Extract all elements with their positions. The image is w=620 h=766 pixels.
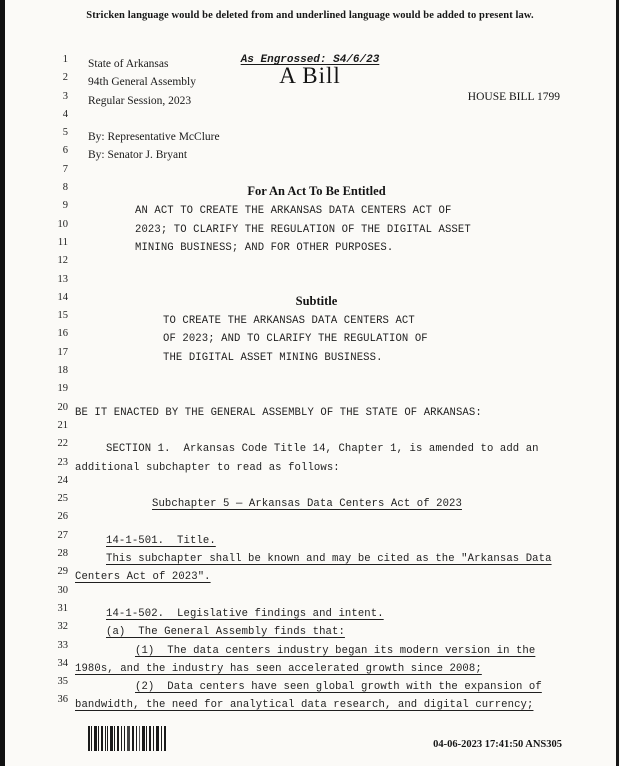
doc-line — [0, 274, 616, 292]
line-number: 25 — [57, 493, 68, 505]
doc-line — [0, 164, 616, 182]
line-number: 7 — [62, 163, 68, 175]
line-text: This subchapter shall be known and may be cited as the "Arkansas Data — [106, 553, 552, 566]
line-text: By: Representative McClure — [88, 131, 220, 144]
line-number: 10 — [57, 218, 68, 230]
doc-line — [0, 694, 616, 712]
doc-line — [0, 420, 616, 438]
line-number: 4 — [62, 108, 68, 120]
doc-line — [0, 145, 616, 163]
doc-line — [0, 566, 616, 584]
doc-line — [0, 310, 616, 328]
line-number: 1 — [62, 54, 68, 65]
doc-line — [0, 292, 616, 310]
line-text: 14-1-502. Legislative findings and intent. — [106, 607, 384, 620]
line-number: 17 — [57, 346, 68, 358]
line-text: For An Act To Be Entitled — [247, 184, 386, 199]
line-number: 34 — [57, 657, 68, 669]
line-number: 21 — [57, 419, 68, 431]
line-text: (2) Data centers have seen global growth with the expansion of — [135, 681, 542, 694]
amendment-notice-banner: Stricken language would be deleted from and underlined language would be added to present law. — [86, 10, 534, 21]
line-number: 14 — [57, 291, 68, 303]
line-number: 30 — [57, 584, 68, 596]
line-text: TO CREATE THE ARKANSAS DATA CENTERS ACT — [163, 315, 415, 328]
line-number: 23 — [57, 456, 68, 468]
line-number: 2 — [62, 72, 68, 84]
line-text: SECTION 1. Arkansas Code Title 14, Chapter 1, is amended to add an — [106, 443, 539, 456]
doc-line — [0, 109, 616, 127]
doc-line — [0, 328, 616, 346]
doc-line — [0, 347, 616, 365]
line-number: 3 — [62, 90, 68, 102]
line-number: 33 — [57, 639, 68, 651]
doc-line — [0, 475, 616, 493]
line-text: (a) The General Assembly finds that: — [106, 626, 345, 639]
line-number: 28 — [57, 548, 68, 560]
line-number: 26 — [57, 511, 68, 523]
line-text: bandwidth, the need for analytical data research, and digital currency; — [75, 699, 534, 712]
line-number: 6 — [62, 145, 68, 157]
doc-line — [0, 182, 616, 200]
line-text: By: Senator J. Bryant — [88, 149, 188, 162]
doc-line — [0, 237, 616, 255]
line-text: Centers Act of 2023". — [75, 571, 211, 584]
doc-line — [0, 127, 616, 145]
line-text: 94th General Assembly — [88, 76, 196, 89]
line-number: 12 — [57, 255, 68, 267]
doc-line — [0, 511, 616, 529]
line-text: (1) The data centers industry began its modern version in the — [135, 644, 536, 657]
line-number: 15 — [57, 310, 68, 322]
doc-line — [0, 219, 616, 237]
line-number: 8 — [62, 182, 68, 194]
line-text: AN ACT TO CREATE THE ARKANSAS DATA CENTERS ACT OF — [135, 205, 452, 218]
doc-line — [0, 365, 616, 383]
doc-line — [0, 621, 616, 639]
line-text: Regular Session, 2023 — [88, 94, 192, 107]
line-text: MINING BUSINESS; AND FOR OTHER PURPOSES. — [135, 241, 394, 254]
line-text: BE IT ENACTED BY THE GENERAL ASSEMBLY OF THE STATE OF ARKANSAS: — [75, 406, 482, 419]
line-number: 36 — [57, 694, 68, 706]
line-text: additional subchapter to read as follows: — [75, 461, 340, 474]
line-number: 16 — [57, 328, 68, 340]
doc-line — [0, 438, 616, 456]
line-number: 24 — [57, 474, 68, 486]
doc-line — [0, 548, 616, 566]
barcode — [88, 726, 166, 751]
doc-line — [0, 493, 616, 511]
doc-line — [0, 658, 616, 676]
doc-line — [0, 640, 616, 658]
doc-line — [0, 72, 616, 90]
bill-title: A Bill — [279, 63, 341, 88]
timestamp: 04-06-2023 17:41:50 ANS305 — [433, 739, 562, 750]
line-text: Subchapter 5 — Arkansas Data Centers Act of 2023 — [152, 498, 462, 511]
line-number: 27 — [57, 529, 68, 541]
line-number: 18 — [57, 365, 68, 377]
line-number: 22 — [57, 438, 68, 450]
doc-line — [0, 402, 616, 420]
line-number: 13 — [57, 273, 68, 285]
doc-line — [0, 530, 616, 548]
doc-line — [0, 255, 616, 273]
bill-text — [0, 54, 616, 713]
line-text: 2023; TO CLARIFY THE REGULATION OF THE DIGITAL ASSET — [135, 223, 471, 236]
line-text: OF 2023; AND TO CLARIFY THE REGULATION OF — [163, 333, 428, 346]
doc-line — [0, 676, 616, 694]
line-number: 19 — [57, 383, 68, 395]
line-text: Subtitle — [295, 293, 338, 308]
line-text: 14-1-501. Title. — [106, 534, 216, 547]
line-number: 35 — [57, 676, 68, 688]
line-number: 29 — [57, 566, 68, 578]
line-text: 1980s, and the industry has seen accelerated growth since 2008; — [75, 662, 482, 675]
line-text: THE DIGITAL ASSET MINING BUSINESS. — [163, 351, 383, 364]
page-right-border — [616, 0, 619, 766]
doc-line — [0, 585, 616, 603]
doc-line — [0, 603, 616, 621]
line-number: 11 — [57, 236, 68, 248]
bill-number: HOUSE BILL 1799 — [467, 91, 560, 103]
line-number: 32 — [57, 621, 68, 633]
doc-line — [0, 383, 616, 401]
doc-line — [0, 457, 616, 475]
doc-line — [0, 54, 616, 72]
engrossed-date: As Engrossed: S4/6/23 — [240, 54, 380, 66]
doc-line — [0, 91, 616, 109]
line-number: 31 — [57, 602, 68, 614]
line-number: 20 — [57, 401, 68, 413]
doc-line — [0, 200, 616, 218]
line-number: 5 — [62, 127, 68, 139]
line-number: 9 — [62, 200, 68, 212]
line-text: State of Arkansas — [88, 58, 169, 70]
